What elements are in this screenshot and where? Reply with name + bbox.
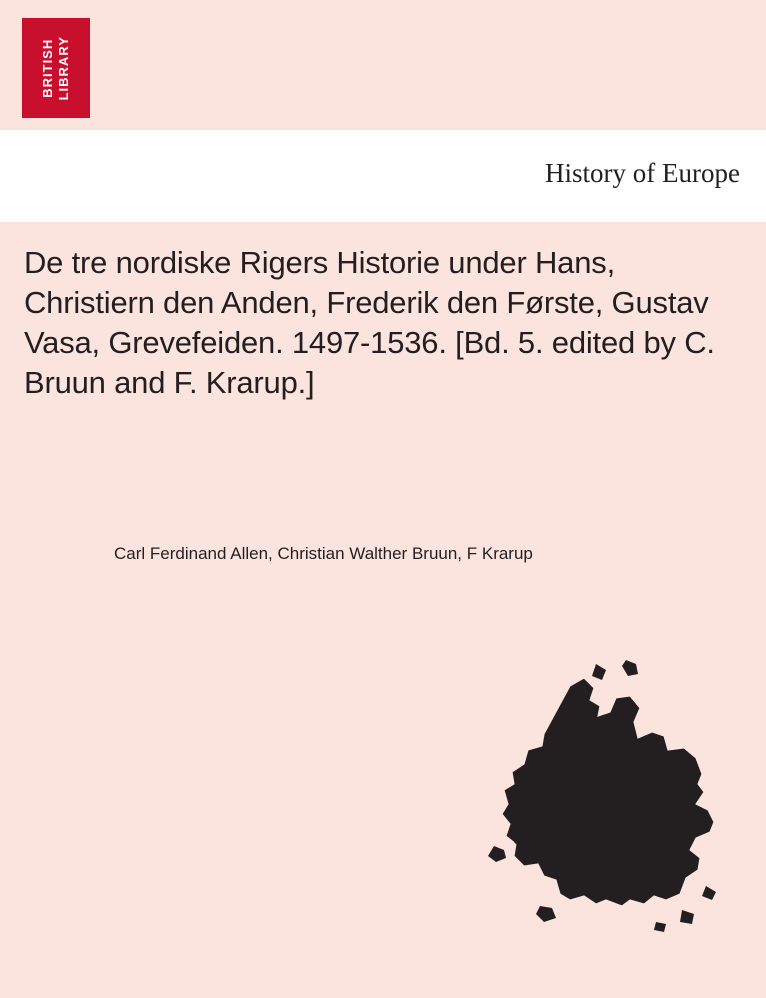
page-title: De tre nordiske Rigers Historie under Hans, Christiern den Anden, Frederik den Første, Gustav Vasa, Grevefeiden. 1497-1536. [Bd. 5. edited by C. Bruun and F. Krarup.] xyxy=(24,245,715,400)
author-list: Carl Ferdinand Allen, Christian Walther Bruun, F Krarup xyxy=(114,544,533,563)
europe-map-icon xyxy=(420,650,750,970)
logo-line-2: LIBRARY xyxy=(55,35,71,101)
british-library-logo xyxy=(22,18,90,118)
logo-line-1: BRITISH xyxy=(39,38,55,98)
subject-heading: History of Europe xyxy=(545,158,740,188)
